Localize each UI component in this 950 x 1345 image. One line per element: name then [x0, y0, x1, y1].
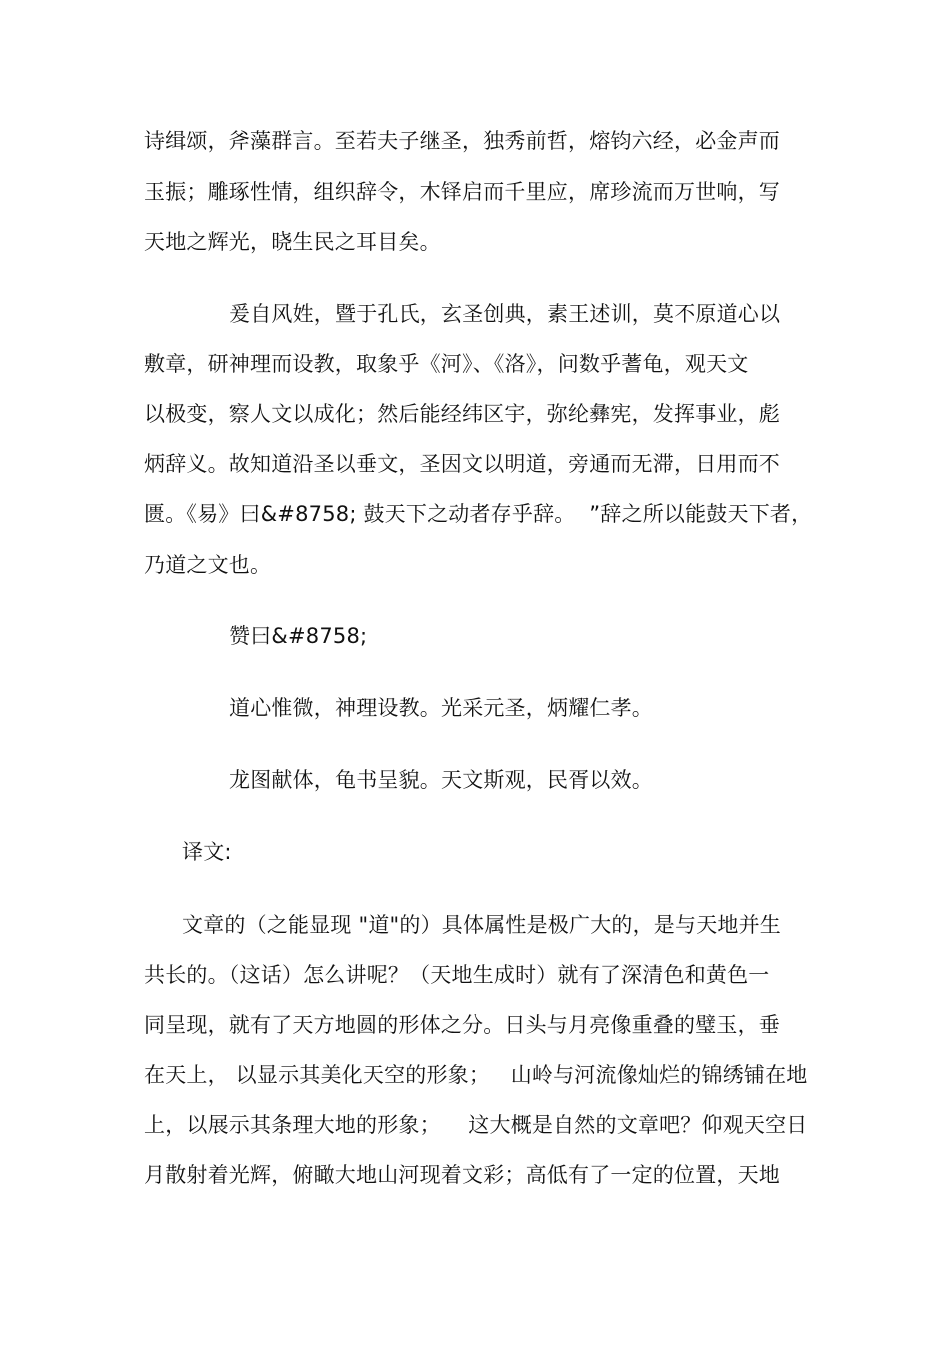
translation-line-5: 上，以展示其条理大地的形象； 这大概是自然的文章吧？仰观天空日	[144, 1113, 808, 1137]
paragraph-2-line-5: 匮。《易》曰&#8758; 鼓天下之动者存乎辞。 ”辞之所以能鼓天下者，	[144, 502, 813, 526]
paragraph-2-line-3: 以极变，察人文以成化；然后能经纬区宇，弥纶彝宪，发挥事业，彪	[144, 402, 780, 426]
paragraph-2-line-4: 炳辞义。故知道沿圣以垂文，圣因文以明道，旁通而无滞，日用而不	[144, 452, 780, 476]
paragraph-2-line-1: 爰自风姓，暨于孔氏，玄圣创典，素王述训，莫不原道心以	[229, 302, 781, 326]
translation-line-6: 月散射着光辉，俯瞰大地山河现着文彩；高低有了一定的位置，天地	[144, 1163, 780, 1187]
translation-label: 译文:	[182, 840, 232, 864]
translation-line-3: 同呈现，就有了天方地圆的形体之分。日头与月亮像重叠的璧玉，垂	[144, 1013, 780, 1037]
paragraph-2-line-6: 乃道之文也。	[144, 553, 272, 577]
translation-line-2: 共长的。（这话）怎么讲呢？（天地生成时）就有了深清色和黄色一	[144, 963, 770, 987]
paragraph-2-line-2: 敷章，研神理而设教，取象乎《河》、《洛》，问数乎蓍龟，观天文	[144, 352, 749, 376]
paragraph-1-line-3: 天地之辉光，晓生民之耳目矣。	[144, 230, 441, 254]
zan-line-1: 道心惟微，神理设教。光采元圣，炳耀仁孝。	[229, 696, 653, 720]
zan-heading: 赞曰&#8758;	[229, 624, 368, 648]
translation-line-4: 在天上， 以显示其美化天空的形象； 山岭与河流像灿烂的锦绣铺在地	[144, 1063, 808, 1087]
paragraph-1-line-2: 玉振；雕琢性情，组织辞令，木铎启而千里应，席珍流而万世响，写	[144, 180, 780, 204]
translation-line-1: 文章的（之能显现 "道"的）具体属性是极广大的，是与天地并生	[182, 913, 781, 937]
zan-line-2: 龙图献体，龟书呈貌。天文斯观，民胥以效。	[229, 768, 653, 792]
paragraph-1-line-1: 诗缉颂，斧藻群言。至若夫子继圣，独秀前哲，熔钧六经，必金声而	[144, 129, 780, 153]
